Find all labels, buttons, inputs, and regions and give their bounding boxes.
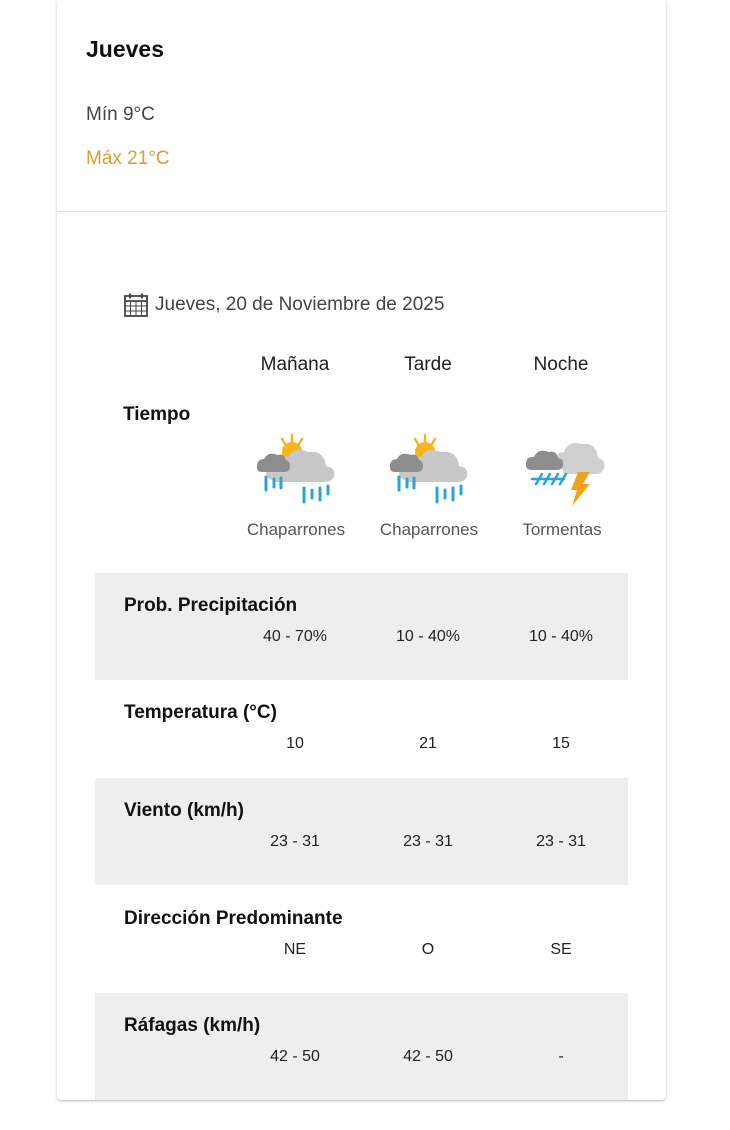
value-night: 23 - 31 <box>536 833 586 850</box>
condition-afternoon: Chaparrones <box>379 520 479 539</box>
day-title: Jueves <box>86 36 165 62</box>
period-morning: Mañana <box>260 354 330 375</box>
value-morning: NE <box>283 941 307 958</box>
row-temperature <box>95 680 628 787</box>
value-morning: 10 <box>286 735 304 752</box>
forecast-date-text: Jueves, 20 de Noviembre de 2025 <box>155 294 445 315</box>
day-summary[interactable] <box>57 0 666 212</box>
value-night: 10 - 40% <box>528 628 594 645</box>
value-afternoon: 42 - 50 <box>403 1048 453 1065</box>
value-afternoon: O <box>421 941 435 958</box>
showers-icon <box>387 432 473 512</box>
row-wind <box>95 778 628 885</box>
condition-night: Tormentas <box>522 520 602 539</box>
value-afternoon: 10 - 40% <box>395 628 461 645</box>
value-night: SE <box>550 941 572 958</box>
value-night: 15 <box>552 735 570 752</box>
forecast-date <box>123 292 444 318</box>
value-morning: 40 - 70% <box>262 628 328 645</box>
min-temperature: Mín 9°C <box>86 104 155 125</box>
thunderstorm-icon <box>522 432 608 512</box>
row-label: Dirección Predominante <box>124 908 343 929</box>
max-temperature: Máx 21°C <box>86 148 170 169</box>
period-night: Noche <box>533 354 589 375</box>
row-label: Ráfagas (km/h) <box>124 1015 261 1036</box>
row-wind-direction <box>95 886 628 993</box>
tiempo-label: Tiempo <box>123 404 191 425</box>
value-afternoon: 21 <box>419 735 437 752</box>
row-gusts <box>95 993 628 1100</box>
row-label: Viento (km/h) <box>124 800 244 821</box>
calendar-icon <box>123 292 149 318</box>
row-label: Temperatura (°C) <box>124 702 277 723</box>
row-label: Prob. Precipitación <box>124 595 298 616</box>
row-precipitation <box>95 573 628 680</box>
showers-icon <box>254 432 340 512</box>
value-night: - <box>558 1048 564 1065</box>
value-afternoon: 23 - 31 <box>403 833 453 850</box>
value-morning: 42 - 50 <box>270 1048 320 1065</box>
period-afternoon: Tarde <box>404 354 452 375</box>
forecast-card <box>57 0 666 1100</box>
condition-morning: Chaparrones <box>246 520 346 539</box>
value-morning: 23 - 31 <box>270 833 320 850</box>
